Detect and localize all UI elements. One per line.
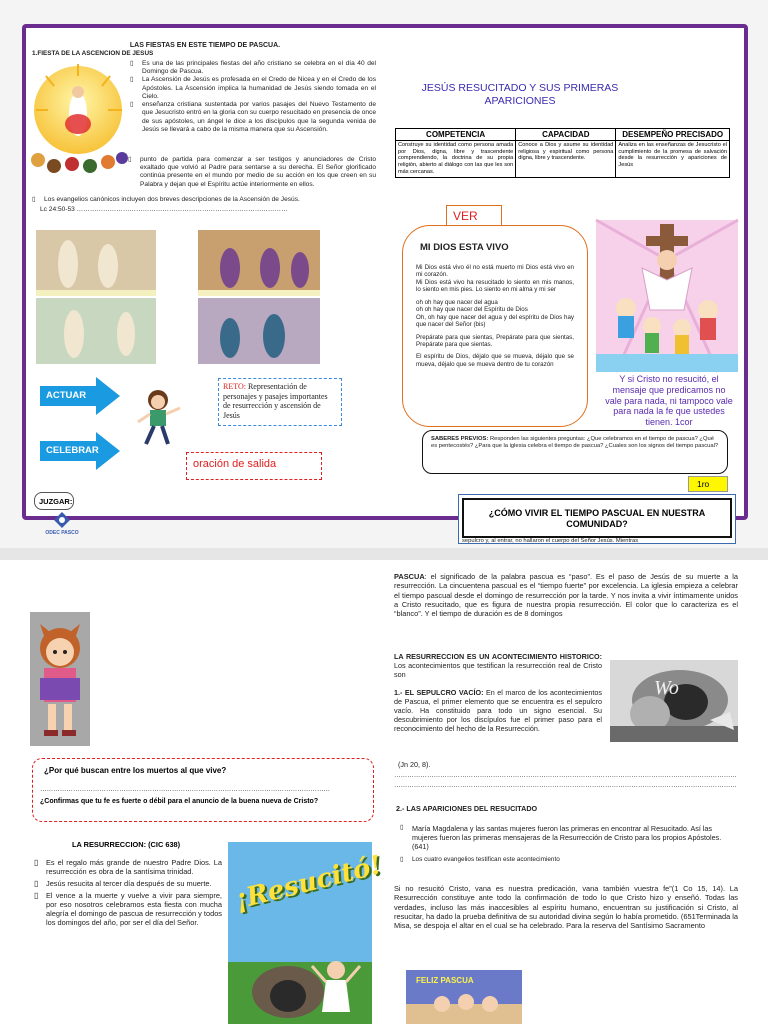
historic-section (394, 652, 602, 679)
partial-text: sepulcro y, al entrar, no hallaron el cuerpo del Señor Jesús. Mientras (462, 538, 639, 544)
sepulcro-section (394, 688, 602, 733)
resurreccion-title: LA RESURRECCION: (CIC 638) (72, 840, 181, 849)
odec-logo (42, 510, 82, 538)
table-cell: Analiza en las enseñanzas de Jesucristo el cumplimiento de la promesa de salvación desde la resurrección y apariciones de Jesús (616, 141, 730, 178)
saberes-previos-box (422, 430, 728, 474)
saberes-text: Responden las siguientes preguntas: ¿Que celebramos en el tiempo de pascua? ¿Qué es pentecostés? ¿Para que la iglesia celebra el tiempo de pascua? ¿Cuales son los signos del tiempo pascual? (431, 436, 719, 449)
lesson-title: JESÚS RESUCITADO Y SUS PRIMERAS APARICIONES (421, 82, 619, 107)
ascension-bullet-4: ▯ punto de partida para comenzar a ser testigos y anunciadores de Cristo exaltado que volvió al Padre para sentarse a su derecha. El Señor glorificado continúa presente en el mundo por medio de su acción en los que creen en su Palabra y dejan que el Espíritu actúe interiormente en ellos. (128, 156, 376, 188)
bible-reference: Lc 24:50-53 …………………………………………………………………………………… (40, 206, 288, 213)
sepulcro-text: En el marco de los acontecimientos de Pascua, el primer elemento que se encuentra es el sepulcro vacío. Ha constituido para todo un signo esencial. Su descubrimiento por los discípulos fue el primer paso para el reconocimiento del hecho de la Resurrección. (394, 688, 602, 733)
reading-girl-illustration (30, 612, 90, 746)
resucito-banner: ¡Resucitó! (232, 850, 385, 916)
svg-text:Wo: Wo (654, 677, 679, 699)
dotted-line: ………………………………………………………………………………………………………………………………………… (394, 782, 737, 789)
feliz-pascua-text: FELIZ PASCUA (416, 976, 474, 985)
empty-tomb-illustration (610, 660, 738, 742)
subheading: 1.FIESTA DE LA ASCENCION DE JESUS (32, 50, 154, 57)
table-cell: Conoce a Dios y asume su identidad religiosa y espiritual como persona digna, libre y trascendente. (516, 141, 616, 178)
dotted-line: ………………………………………………………………………………………………………………………………………… (394, 772, 737, 779)
list-item: ▯ El vence a la muerte y vuelve a vivir para siempre, por eso nosotros celebramos esta fiesta con mucha alegría el domingo de pascua de resurrección y todos los domingos del año, por ser el día del Señor. (34, 890, 222, 928)
song-line: Mi Dios está vivo ha resucitado lo siento en mis manos, lo siento en mis pies. Lo siento en mi alma y mi ser (416, 278, 574, 294)
answer-line: …………………………………………………………………………………………………………………… (40, 786, 331, 793)
list-item: ▯ Es el regalo más grande de nuestro Padre Dios. La resurrección es obra de la santísima trinidad. (34, 858, 222, 877)
reto-text: Representación de personajes y pasajes importantes de resurrección y ascensión de Jesús (223, 382, 328, 420)
worksheet-page-2 (0, 560, 768, 1024)
table-header: CAPACIDAD (516, 129, 616, 141)
risen-christ-illustration (596, 220, 738, 372)
juzgar-label: JUZGAR: (34, 492, 74, 510)
bullet-item: ▯ La Ascensión de Jesús es profesada en el Credo de Nicea y en el Credo de los Apóstoles. La Ascensión implica la humanidad de Jesús siendo tomada en el Cielo. (130, 76, 376, 100)
bullet-item: ▯ Es una de las principales fiestas del año cristiano se celebra en el día 40 del Domingo de Pascua. (130, 60, 376, 76)
ver-label: VER (446, 205, 502, 227)
pascua-label: PASCUA (394, 572, 425, 581)
resucito-illustration (228, 842, 385, 1024)
list-item: ▯ María Magdalena y las santas mujeres fueron las primeras en encontrar al Resucitado. Así las mujeres fueron las primeras mensajeras de la Resurrección de Cristo para los propios Apóstoles. (641) (400, 824, 722, 851)
pascua-paragraph (394, 572, 738, 618)
final-paragraph: Si no resucitó Cristo, vana es nuestra predicación, vana también vuestra fe”(1 Co 15, 14). La Resurrección constituye ante todo la confirmación de todo lo que Cristo hizo y enseñó. Todas las verdades, incluso las más inaccesibles al espíritu humano, encuentran su justificación si Cristo, al resucitar, ha dado la prueba definitiva de su autoridad divina según lo había prometido. (651Terminada la Misa, se despoja el altar en el cual se ha celebrado. Para la reserva del Santísimo Sacramento (394, 884, 738, 930)
song-line: El espíritu de Dios, déjalo que se mueva, déjalo que se mueva, déjalo que se mueva dentro de tu corazón (416, 353, 574, 368)
sepulcro-label: 1.- EL SEPULCRO VACÍO: (394, 688, 484, 697)
actuar-arrow (40, 377, 120, 415)
song-lyrics (416, 264, 574, 368)
pascua-text: : el significado de la palabra pascua es “paso”. Es el paso de Jesús de su muerte a la resurrección. La cincuentena pascual es el “tiempo fuerte” por excelencia. La iglesia empieza a celebrar el tiempo pascual desde el domingo de resurrección por la tarde. Y nos invita a vivir íntimamente unidos a Cristo resucitado, que es figura de nuestra propia resurrección. El color que lo caracteriza es el “blanco”. Y el tiempo de duración es de 8 domingos (394, 572, 738, 618)
historic-text: Los acontecimientos que testifican la resurrección real de Cristo son (394, 661, 602, 679)
table-header: COMPETENCIA (396, 129, 516, 141)
question-1: ¿Por qué buscan entre los muertos al que vive? (44, 766, 227, 775)
ascension-bullets (130, 60, 376, 134)
song-line: oh oh hay que nacer del Espíritu de Dios (416, 306, 528, 314)
song-line: Mi Dios está vivo él no está muerto mi Dios está vivo en mi corazón. (416, 264, 574, 279)
competency-table (395, 128, 730, 178)
ascension-bullet-5: ▯ Los evangelios canónicos incluyen dos breves descripciones de la Ascensión de Jesús. (32, 196, 300, 203)
table-header: DESEMPEÑO PRECISADO (616, 129, 730, 141)
song-line: Oh, oh hay que nacer del agua y del espíritu de Dios hay que nacer del Señor (bis) (416, 313, 574, 329)
actuar-label: ACTUAR (46, 390, 87, 401)
celebrar-label: CELEBRAR (46, 445, 99, 456)
song-line: oh oh hay que nacer del agua (416, 298, 498, 306)
list-item: ▯ Jesús resucita al tercer día después de su muerte. (34, 878, 212, 888)
jn-reference: (Jn 20, 8). (398, 760, 431, 769)
logo-text: ODEC PASCO (45, 530, 79, 536)
table-cell: Construye su identidad como persona amada por Dios, digna, libre y trascendente comprendiendo, la doctrina de su propia religión, abierto al diálogo con las que les son más cercanas. (396, 141, 516, 178)
reto-box (218, 378, 342, 426)
feliz-pascua-illustration (406, 970, 522, 1024)
celebrar-arrow (40, 432, 120, 470)
apariciones-title: 2.- LAS APARICIONES DEL RESUCITADO (396, 804, 538, 813)
grade-badge: 1ro (688, 476, 728, 492)
song-line: Prepárate para que sientas, Prepárate para que sientas, Prepárate para que sientas. (416, 333, 574, 348)
como-vivir-title: ¿CÓMO VIVIR EL TIEMPO PASCUAL EN NUESTRA COMUNIDAD? (462, 498, 732, 538)
list-item: ▯ Los cuatro evangelios testifican este acontecimiento (400, 856, 560, 863)
resurreccion-bullets (34, 858, 222, 928)
comic-panels (30, 224, 340, 372)
page-separator (0, 548, 768, 560)
apariciones-bullets (400, 824, 738, 864)
reto-label: RETO: (223, 382, 246, 391)
saberes-label: SABERES PREVIOS: (431, 436, 489, 442)
oracion-box: oración de salida (186, 452, 322, 480)
bullet-item: ▯ enseñanza cristiana sustentada por varios pasajes del Nuevo Testamento de que Jesucristo entró en la gloria con su cuerpo resucitado en presencia de once de sus apóstoles, un ángel le dice a los discípulos que la segunda venida de Jesús se llevará a cabo de la misma manera que su Ascensión. (130, 101, 376, 133)
girl-cartoon (136, 388, 182, 446)
heading: LAS FIESTAS EN ESTE TIEMPO DE PASCUA. (129, 42, 281, 49)
scripture-quote: Y si Cristo no resucitó, el mensaje que predicamos no vale para nada, ni tampoco vale para nada la fe que ustedes tienen. 1cor (605, 374, 733, 428)
song-title: MI DIOS ESTA VIVO (420, 242, 509, 253)
question-2: ¿Confirmas que tu fe es fuerte o débil para el anuncio de la buena nueva de Cristo? (40, 798, 319, 805)
historic-title: LA RESURRECCION ES UN ACONTECIMIENTO HISTORICO: (394, 652, 602, 661)
